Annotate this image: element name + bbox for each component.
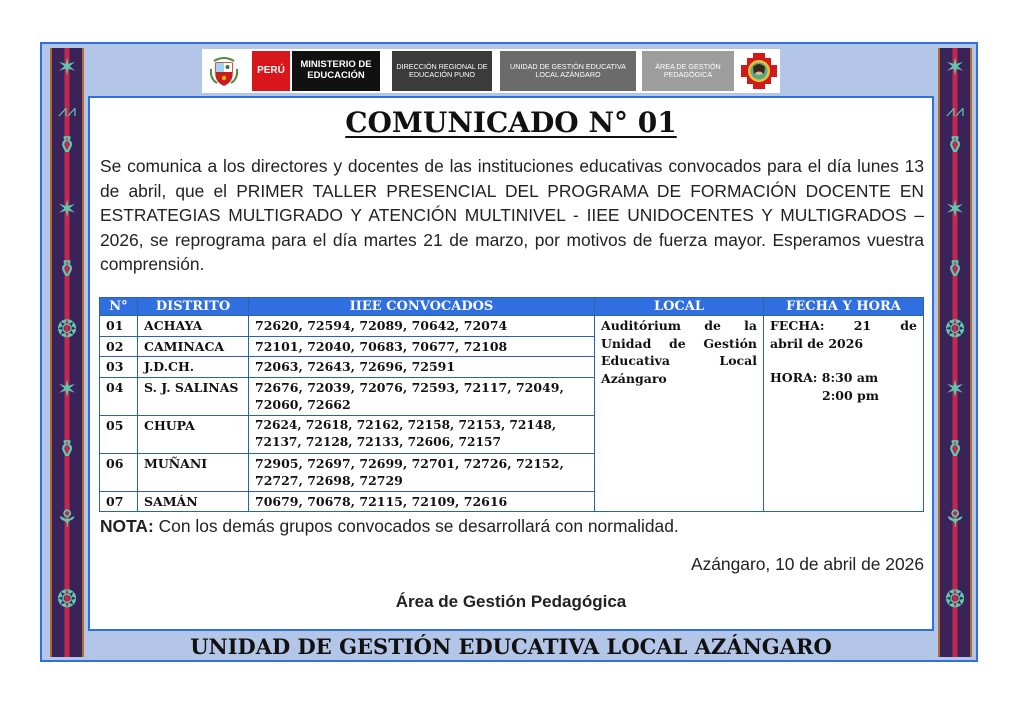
circle-motif-icon: ❂ <box>944 586 966 613</box>
direccion-regional-label: DIRECCIÓN REGIONAL DE EDUCACIÓN PUNO <box>392 51 492 91</box>
row-iiee: 72101, 72040, 70683, 70677, 72108 <box>249 336 595 357</box>
hora-1: 8:30 am <box>821 370 879 385</box>
ugel-label: UNIDAD DE GESTIÓN EDUCATIVA LOCAL AZÁNGARO <box>500 51 636 91</box>
peru-coat-of-arms-icon <box>208 55 240 87</box>
right-textile-border <box>938 48 972 657</box>
ugel-azangaro-logo-icon <box>740 52 778 90</box>
row-distrito: MUÑANI <box>138 453 249 491</box>
vase-motif-icon: ⚱ <box>944 132 966 159</box>
bird-motif-icon: ⚘ <box>56 506 78 533</box>
nota-paragraph <box>100 516 679 537</box>
nota-text: Con los demás grupos convocados se desarrollará con normalidad. <box>158 516 679 536</box>
row-iiee: 72620, 72594, 72089, 70642, 72074 <box>249 316 595 337</box>
table-row <box>100 316 924 337</box>
page-title <box>88 106 934 139</box>
fecha-value-part1: 21 de <box>853 318 917 333</box>
hora-label: HORA: <box>770 370 818 385</box>
row-number: 01 <box>100 316 138 337</box>
row-distrito: J.D.CH. <box>138 357 249 378</box>
row-iiee: 72063, 72643, 72696, 72591 <box>249 357 595 378</box>
institutional-header-banner <box>202 49 780 93</box>
star-motif-icon: ✶ <box>944 196 966 223</box>
row-distrito: CHUPA <box>138 415 249 453</box>
star-motif-icon: ✶ <box>944 376 966 403</box>
signer: Área de Gestión Pedagógica <box>395 592 627 611</box>
hora-2: 2:00 pm <box>822 387 880 403</box>
nota-label: NOTA: <box>100 516 154 536</box>
circle-motif-icon: ❂ <box>56 586 78 613</box>
zigzag-motif-icon: ⩘⩘ <box>945 103 965 120</box>
star-motif-icon: ✶ <box>944 54 966 81</box>
fecha-line <box>770 317 917 335</box>
ministerio-label: MINISTERIO DE EDUCACIÓN <box>292 51 380 91</box>
circle-motif-icon: ❂ <box>56 316 78 343</box>
row-iiee: 72676, 72039, 72076, 72593, 72117, 72049, 72060, 72662 <box>249 377 595 415</box>
hora-line <box>770 369 917 387</box>
row-distrito: ACHAYA <box>138 316 249 337</box>
title-text: COMUNICADO N° 01 <box>345 106 677 139</box>
peru-label: PERÚ <box>252 51 290 91</box>
convocados-table <box>99 297 924 512</box>
star-motif-icon: ✶ <box>56 376 78 403</box>
table-header-row <box>100 298 924 316</box>
local-cell: Auditórium de la Unidad de Gestión Educativa Local Azángaro <box>595 316 764 512</box>
header-n: N° <box>100 298 138 316</box>
vase-motif-icon: ⚱ <box>944 436 966 463</box>
row-distrito: SAMÁN <box>138 491 249 512</box>
star-motif-icon: ✶ <box>56 196 78 223</box>
row-distrito: S. J. SALINAS <box>138 377 249 415</box>
area-gestion-label: ÁREA DE GESTIÓN PEDAGÓGICA <box>642 51 734 91</box>
row-distrito: CAMINACA <box>138 336 249 357</box>
bird-motif-icon: ⚘ <box>944 506 966 533</box>
row-number: 03 <box>100 357 138 378</box>
fecha-hora-cell <box>764 316 924 512</box>
row-iiee: 70679, 70678, 72115, 72109, 72616 <box>249 491 595 512</box>
vase-motif-icon: ⚱ <box>56 256 78 283</box>
header-distrito: DISTRITO <box>138 298 249 316</box>
row-number: 06 <box>100 453 138 491</box>
header-iiee: IIEE CONVOCADOS <box>249 298 595 316</box>
row-number: 04 <box>100 377 138 415</box>
intro-paragraph: Se comunica a los directores y docentes de las instituciones educativas convocados para el día lunes 13 de abril, que el PRIMER TALLER PRESENCIAL DEL PROGRAMA DE FORMACIÓN DOCENTE EN ESTRATEGIAS MULTIGRADO Y ATENCIÓN MULTINIVEL - IIEE UNIDOCENTES Y MULTIGRADOS – 2026, se reprograma para el día martes 21 de marzo, por motivos de fuerza mayor. Esperamos vuestra comprensión. <box>100 156 924 275</box>
place-and-date: Azángaro, 10 de abril de 2026 <box>690 554 924 574</box>
vase-motif-icon: ⚱ <box>56 132 78 159</box>
vase-motif-icon: ⚱ <box>944 256 966 283</box>
footer-institution: UNIDAD DE GESTIÓN EDUCATIVA LOCAL AZÁNGARO <box>190 634 832 659</box>
circle-motif-icon: ❂ <box>944 316 966 343</box>
fecha-label: FECHA: <box>770 318 825 333</box>
row-iiee: 72624, 72618, 72162, 72158, 72153, 72148, 72137, 72128, 72133, 72606, 72157 <box>249 415 595 453</box>
row-iiee: 72905, 72697, 72699, 72701, 72726, 72152, 72727, 72698, 72729 <box>249 453 595 491</box>
star-motif-icon: ✶ <box>56 54 78 81</box>
header-fecha-hora: FECHA Y HORA <box>764 298 924 316</box>
row-number: 07 <box>100 491 138 512</box>
row-number: 02 <box>100 336 138 357</box>
row-number: 05 <box>100 415 138 453</box>
zigzag-motif-icon: ⩘⩘ <box>57 103 77 120</box>
vase-motif-icon: ⚱ <box>56 436 78 463</box>
fecha-line-2: abril de 2026 <box>770 335 864 351</box>
header-local: LOCAL <box>595 298 764 316</box>
left-textile-border <box>50 48 84 657</box>
